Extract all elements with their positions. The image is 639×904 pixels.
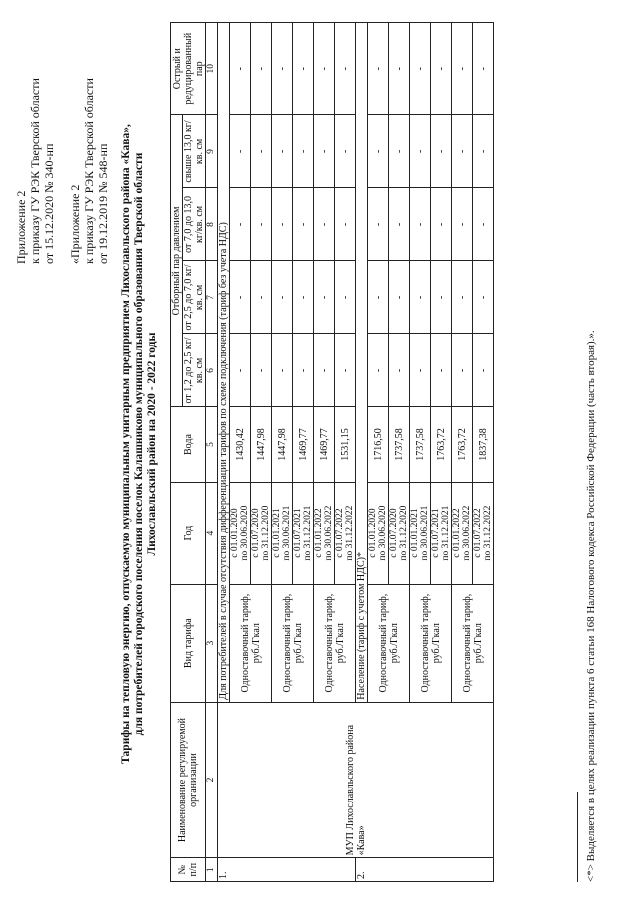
dash-cell: - [452,261,473,334]
dash-cell: - [251,23,272,115]
appendix-line: Приложение 2 [14,190,28,264]
dash-cell: - [314,23,335,115]
period-to: по 30.06.2022 [324,505,334,561]
period-from: с 01.01.2021 [410,508,420,558]
period-cell [293,482,314,584]
dash-cell: - [293,115,314,188]
dash-cell: - [335,188,356,261]
dash-cell: - [473,334,494,407]
period-to: по 31.12.2020 [399,505,409,561]
dash-cell: - [272,261,293,334]
dash-cell: - [293,334,314,407]
period-cell [368,482,389,584]
water-tariff-cell: 1837,38 [473,407,494,482]
period-cell [335,482,356,584]
appendix-line: к приказу ГУ РЭК Тверской области [82,78,96,264]
section-caption: Население (тариф с учетом НДС)* [356,23,368,703]
row-number: 2. [356,858,494,882]
col-number: 1 [206,858,218,882]
tariff-table [170,22,494,882]
col-number: 4 [206,482,218,584]
dash-cell: - [410,188,431,261]
period-to: по 31.12.2020 [261,505,271,561]
water-tariff-cell: 1763,72 [452,407,473,482]
dash-cell: - [272,115,293,188]
title-line: для потребителей городского поселения поселок Калашниково муниципального образования Тверской области [133,152,145,736]
section-caption-row [218,23,230,882]
dash-cell: - [431,261,452,334]
dash-cell: - [251,115,272,188]
dash-cell: - [293,188,314,261]
dash-cell: - [389,334,410,407]
header-steam-group: Отборный пар давлением [171,115,183,407]
appendix-line: «Приложение 2 [68,184,82,264]
period-to: по 31.12.2021 [441,505,451,561]
water-tariff-cell: 1763,72 [431,407,452,482]
period-to: по 31.12.2022 [483,505,493,561]
dash-cell: - [251,188,272,261]
header-pressure-4: свыше 13,0 кг/кв. см [183,115,206,188]
dash-cell: - [431,334,452,407]
period-to: по 31.12.2022 [345,505,355,561]
period-cell [389,482,410,584]
col-number: 7 [206,261,218,334]
dash-cell: - [389,23,410,115]
dash-cell: - [452,334,473,407]
dash-cell: - [272,334,293,407]
water-tariff-cell: 1716,50 [368,407,389,482]
period-from: с 01.01.2022 [452,508,462,558]
dash-cell: - [230,115,251,188]
appendix-line: от 15.12.2020 № 340-нп [42,143,56,264]
water-tariff-cell: 1447,98 [251,407,272,482]
dash-cell: - [230,23,251,115]
period-cell [272,482,293,584]
dash-cell: - [293,261,314,334]
column-numbers-row [206,23,218,882]
period-from: с 01.07.2020 [251,508,261,558]
period-cell [452,482,473,584]
period-cell [431,482,452,584]
dash-cell: - [410,261,431,334]
dash-cell: - [410,334,431,407]
dash-cell: - [389,115,410,188]
period-to: по 30.06.2022 [462,505,472,561]
header-pressure-1: от 1,2 до 2,5 кг/кв. см [183,334,206,407]
dash-cell: - [473,261,494,334]
dash-cell: - [368,261,389,334]
water-tariff-cell: 1737,58 [410,407,431,482]
header-num: № п/п [171,858,206,882]
footnote-separator [577,792,578,882]
appendix-header [14,78,56,264]
title-line: Тарифы на тепловую энергию, отпускаемую муниципальным унитарным предприятием Лихославльского района «Кава», [120,124,132,764]
header-water: Вода [171,407,206,482]
dash-cell: - [335,115,356,188]
period-to: по 30.06.2021 [420,505,430,561]
dash-cell: - [335,23,356,115]
dash-cell: - [314,334,335,407]
period-from: с 01.07.2021 [293,508,303,558]
row-number: 1. [218,858,356,882]
dash-cell: - [452,115,473,188]
period-to: по 30.06.2020 [378,505,388,561]
water-tariff-cell: 1469,77 [314,407,335,482]
header-pressure-2: от 2,5 до 7,0 кг/кв. см [183,261,206,334]
period-from: с 01.07.2021 [431,508,441,558]
section-caption: Для потребителей в случае отсутствия дифференциации тарифов по схеме подключения (тариф без учета НДС) [218,23,230,703]
period-from: с 01.01.2020 [230,508,240,558]
header-sharp-steam: Острый и редуцированный пар [171,23,206,115]
title-line: Лихославльский район на 2020 - 2022 годы [146,332,158,556]
org-name: МУП Лихославльского района «Кава» [218,702,494,858]
period-cell [473,482,494,584]
tariff-type-cell: Одноставочный тариф, руб./Гкал [272,584,314,702]
dash-cell: - [410,23,431,115]
header-tariff-type: Вид тарифа [171,584,206,702]
period-from: с 01.01.2020 [368,508,378,558]
col-number: 2 [206,702,218,858]
table-body [218,23,494,882]
period-to: по 30.06.2021 [282,505,292,561]
dash-cell: - [410,115,431,188]
period-cell [410,482,431,584]
dash-cell: - [368,334,389,407]
tariff-type-cell: Одноставочный тариф, руб./Гкал [230,584,272,702]
document-title [120,104,159,784]
dash-cell: - [251,334,272,407]
header-year: Год [171,482,206,584]
water-tariff-cell: 1469,77 [293,407,314,482]
header-pressure-3: от 7,0 до 13,0 кг/кв. см [183,188,206,261]
tariff-type-cell: Одноставочный тариф, руб./Гкал [368,584,410,702]
period-from: с 01.07.2020 [389,508,399,558]
appendix-old-header [68,78,110,264]
appendix-line: к приказу ГУ РЭК Тверской области [28,78,42,264]
dash-cell: - [272,188,293,261]
dash-cell: - [473,23,494,115]
period-to: по 30.06.2020 [240,505,250,561]
dash-cell: - [293,23,314,115]
col-number: 9 [206,115,218,188]
water-tariff-cell: 1430,42 [230,407,251,482]
dash-cell: - [314,261,335,334]
period-from: с 01.07.2022 [335,508,345,558]
col-number: 8 [206,188,218,261]
dash-cell: - [452,23,473,115]
period-from: с 01.01.2021 [272,508,282,558]
col-number: 5 [206,407,218,482]
dash-cell: - [368,115,389,188]
tariff-type-cell: Одноставочный тариф, руб./Гкал [410,584,452,702]
appendix-line: от 19.12.2019 № 548-нп [96,143,110,264]
dash-cell: - [473,188,494,261]
dash-cell: - [368,188,389,261]
dash-cell: - [452,188,473,261]
dash-cell: - [431,23,452,115]
col-number: 10 [206,23,218,115]
tariff-type-cell: Одноставочный тариф, руб./Гкал [314,584,356,702]
water-tariff-cell: 1447,98 [272,407,293,482]
dash-cell: - [389,261,410,334]
dash-cell: - [314,115,335,188]
dash-cell: - [389,188,410,261]
period-from: с 01.01.2022 [314,508,324,558]
water-tariff-cell: 1737,58 [389,407,410,482]
dash-cell: - [230,188,251,261]
dash-cell: - [230,261,251,334]
period-cell [314,482,335,584]
period-cell [230,482,251,584]
period-to: по 31.12.2021 [303,505,313,561]
header-org: Наименование регулируемой организации [171,702,206,858]
col-number: 3 [206,584,218,702]
dash-cell: - [272,23,293,115]
dash-cell: - [251,261,272,334]
tariff-type-cell: Одноставочный тариф, руб./Гкал [452,584,494,702]
dash-cell: - [230,334,251,407]
dash-cell: - [335,334,356,407]
footnote: <*> Выделяется в целях реализации пункта 6 статьи 168 Налогового кодекса Российской Федерации (часть вторая).». [585,330,597,882]
dash-cell: - [314,188,335,261]
dash-cell: - [473,115,494,188]
dash-cell: - [368,23,389,115]
dash-cell: - [431,115,452,188]
dash-cell: - [431,188,452,261]
col-number: 6 [206,334,218,407]
period-cell [251,482,272,584]
period-from: с 01.07.2022 [473,508,483,558]
water-tariff-cell: 1531,15 [335,407,356,482]
dash-cell: - [335,261,356,334]
